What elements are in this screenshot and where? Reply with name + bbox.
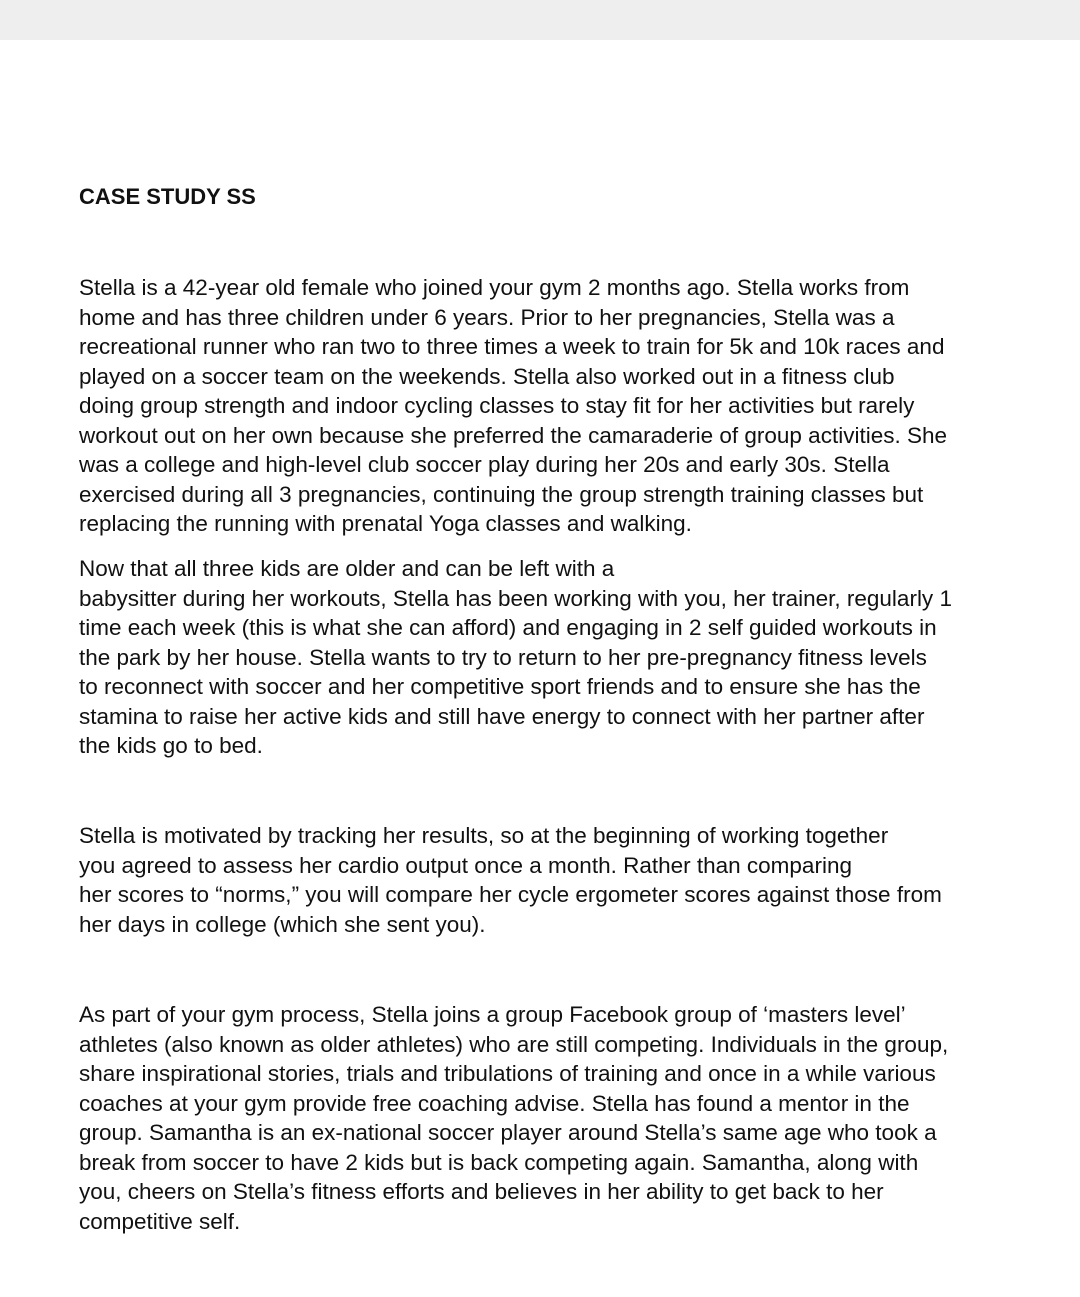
text-line: As part of your gym process, Stella joins a group Facebook group of ‘masters level’ [79, 1002, 906, 1027]
paragraph-2 [79, 554, 952, 761]
text-line: Stella is motivated by tracking her results, so at the beginning of working together [79, 823, 889, 848]
text-line: time each week (this is what she can afford) and engaging in 2 self guided workouts in [79, 615, 937, 640]
text-line: coaches at your gym provide free coaching advise. Stella has found a mentor in the [79, 1090, 910, 1116]
text-line: the park by her house. Stella wants to try to return to her pre-pregnancy fitness levels [79, 644, 927, 670]
text-line: Stella is a 42-year old female who joined your gym 2 months ago. Stella works from [79, 275, 910, 300]
text-line: stamina to raise her active kids and still have energy to connect with her partner after [79, 703, 925, 729]
paragraph-4 [79, 1000, 948, 1236]
text-line: you, cheers on Stella’s fitness efforts and believes in her ability to get back to her [79, 1179, 884, 1204]
text-line: was a college and high-level club soccer play during her 20s and early 30s. Stella [79, 452, 890, 477]
text-line: group. Samantha is an ex-national soccer player around Stella’s same age who took a [79, 1120, 937, 1145]
text-line: home and has three children under 6 years. Prior to her pregnancies, Stella was a [79, 304, 895, 330]
text-line: athletes (also known as older athletes) who are still competing. Individuals in the group, [79, 1031, 949, 1057]
paragraph-3 [79, 821, 942, 939]
text-line: workout out on her own because she preferred the camaraderie of group activities. She [79, 422, 947, 448]
text-line: replacing the running with prenatal Yoga classes and walking. [79, 511, 692, 536]
page-title: CASE STUDY SS [79, 184, 256, 209]
viewer-top-bar [0, 0, 1080, 40]
text-line: babysitter during her workouts, Stella has been working with you, her trainer, regularly 1 [79, 585, 952, 611]
text-line: you agreed to assess her cardio output once a month. Rather than comparing [79, 852, 852, 878]
text-line: to reconnect with soccer and her competitive sport friends and to ensure she has the [79, 674, 921, 699]
text-line: share inspirational stories, trials and tribulations of training and once in a while various [79, 1061, 936, 1086]
text-line: doing group strength and indoor cycling classes to stay fit for her activities but rarely [79, 393, 915, 418]
text-line: recreational runner who ran two to three times a week to train for 5k and 10k races and [79, 334, 945, 359]
text-line: the kids go to bed. [79, 733, 263, 758]
text-line: competitive self. [79, 1208, 241, 1234]
text-line: Now that all three kids are older and can be left with a [79, 556, 615, 581]
text-line: break from soccer to have 2 kids but is back competing again. Samantha, along with [79, 1149, 919, 1175]
text-line: exercised during all 3 pregnancies, continuing the group strength training classes but [79, 481, 924, 507]
text-line: her scores to “norms,” you will compare her cycle ergometer scores against those from [79, 882, 942, 907]
text-line: played on a soccer team on the weekends. Stella also worked out in a fitness club [79, 363, 895, 389]
paragraph-1 [79, 273, 947, 539]
text-line: her days in college (which she sent you). [79, 911, 486, 937]
